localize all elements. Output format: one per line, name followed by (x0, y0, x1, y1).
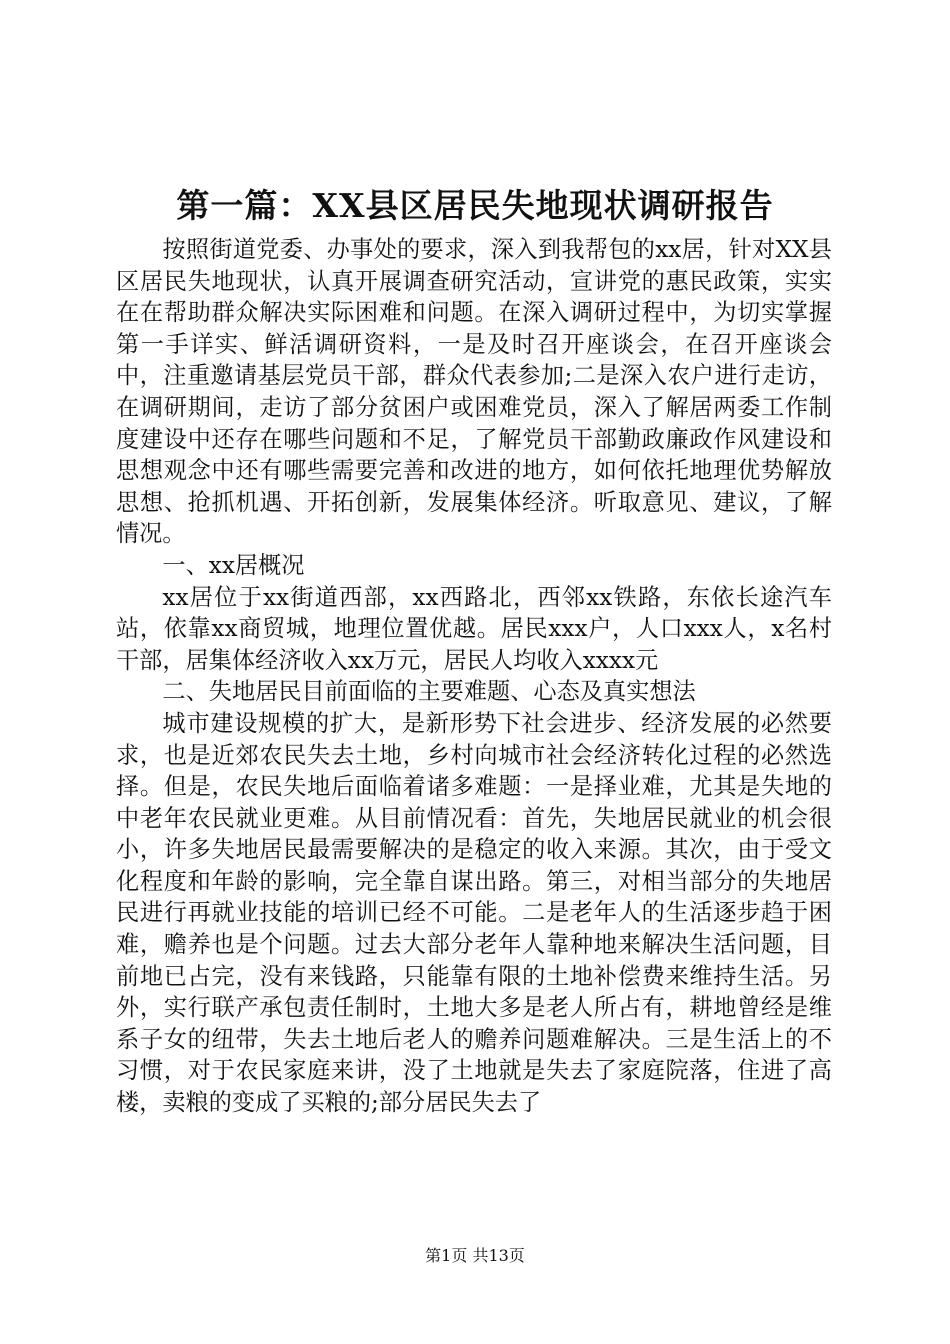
section-heading-problems: 二、失地居民目前面临的主要难题、心态及真实想法 (162, 678, 696, 706)
problems-paragraph: 城市建设规模的扩大，是新形势下社会进步、经济发展的必然要求，也是近郊农民失去土地，乡村向城市社会经济转化过程的必然选择。但是，农民失地后面临着诸多难题：一是择业难，尤其是失地的中老年农民就业更难。从目前情况看：首先，失地居民就业的机会很小，许多失地居民最需要解决的是稳定的收入来源。其次，由于受文化程度和年龄的影响，完全靠自谋出路。第三，对相当部分的失地居民进行再就业技能的培训已经不可能。二是老年人的生活逐步趋于困难，赡养也是个问题。过去大部分老年人靠种地来解决生活问题，目前地已占完，没有来钱路，只能靠有限的土地补偿费来维持生活。另外，实行联产承包责任制时，土地大多是老人所占有，耕地曾经是维系子女的纽带，失去土地后老人的赡养问题难解决。三是生活上的不习惯，对于农民家庭来讲，没了土地就是失去了家庭院落，住进了高楼，卖粮的变成了买粮的;部分居民失去了 (116, 709, 832, 1117)
intro-paragraph: 按照街道党委、办事处的要求，深入到我帮包的xx居，针对XX县区居民失地现状，认真开展调查研究活动，宣讲党的惠民政策，实实在在帮助群众解决实际困难和问题。在深入调研过程中，为切实掌握第一手详实、鲜活调研资料，一是及时召开座谈会，在召开座谈会中，注重邀请基层党员干部，群众代表参加;二是深入农户进行走访，在调研期间，走访了部分贫困户或困难党员，深入了解居两委工作制度建设中还存在哪些问题和不足，了解党员干部勤政廉政作风建设和思想观念中还有哪些需要完善和改进的地方，如何依托地理优势解放思想、抢抓机遇、开拓创新，发展集体经济。听取意见、建议，了解情况。 (116, 236, 832, 548)
page-footer: 第1页 共13页 (425, 1246, 525, 1265)
document-body (116, 234, 832, 1119)
overview-paragraph: xx居位于xx街道西部，xx西路北，西邻xx铁路，东依长途汽车站，依靠xx商贸城，地理位置优越。居民xxx户，人口xxx人，x名村干部，居集体经济收入xx万元，居民人均收入xxxx元 (116, 583, 832, 674)
document-title: 第一篇：XX县区居民失地现状调研报告 (176, 186, 774, 225)
section-heading-overview: 一、xx居概况 (162, 551, 305, 579)
